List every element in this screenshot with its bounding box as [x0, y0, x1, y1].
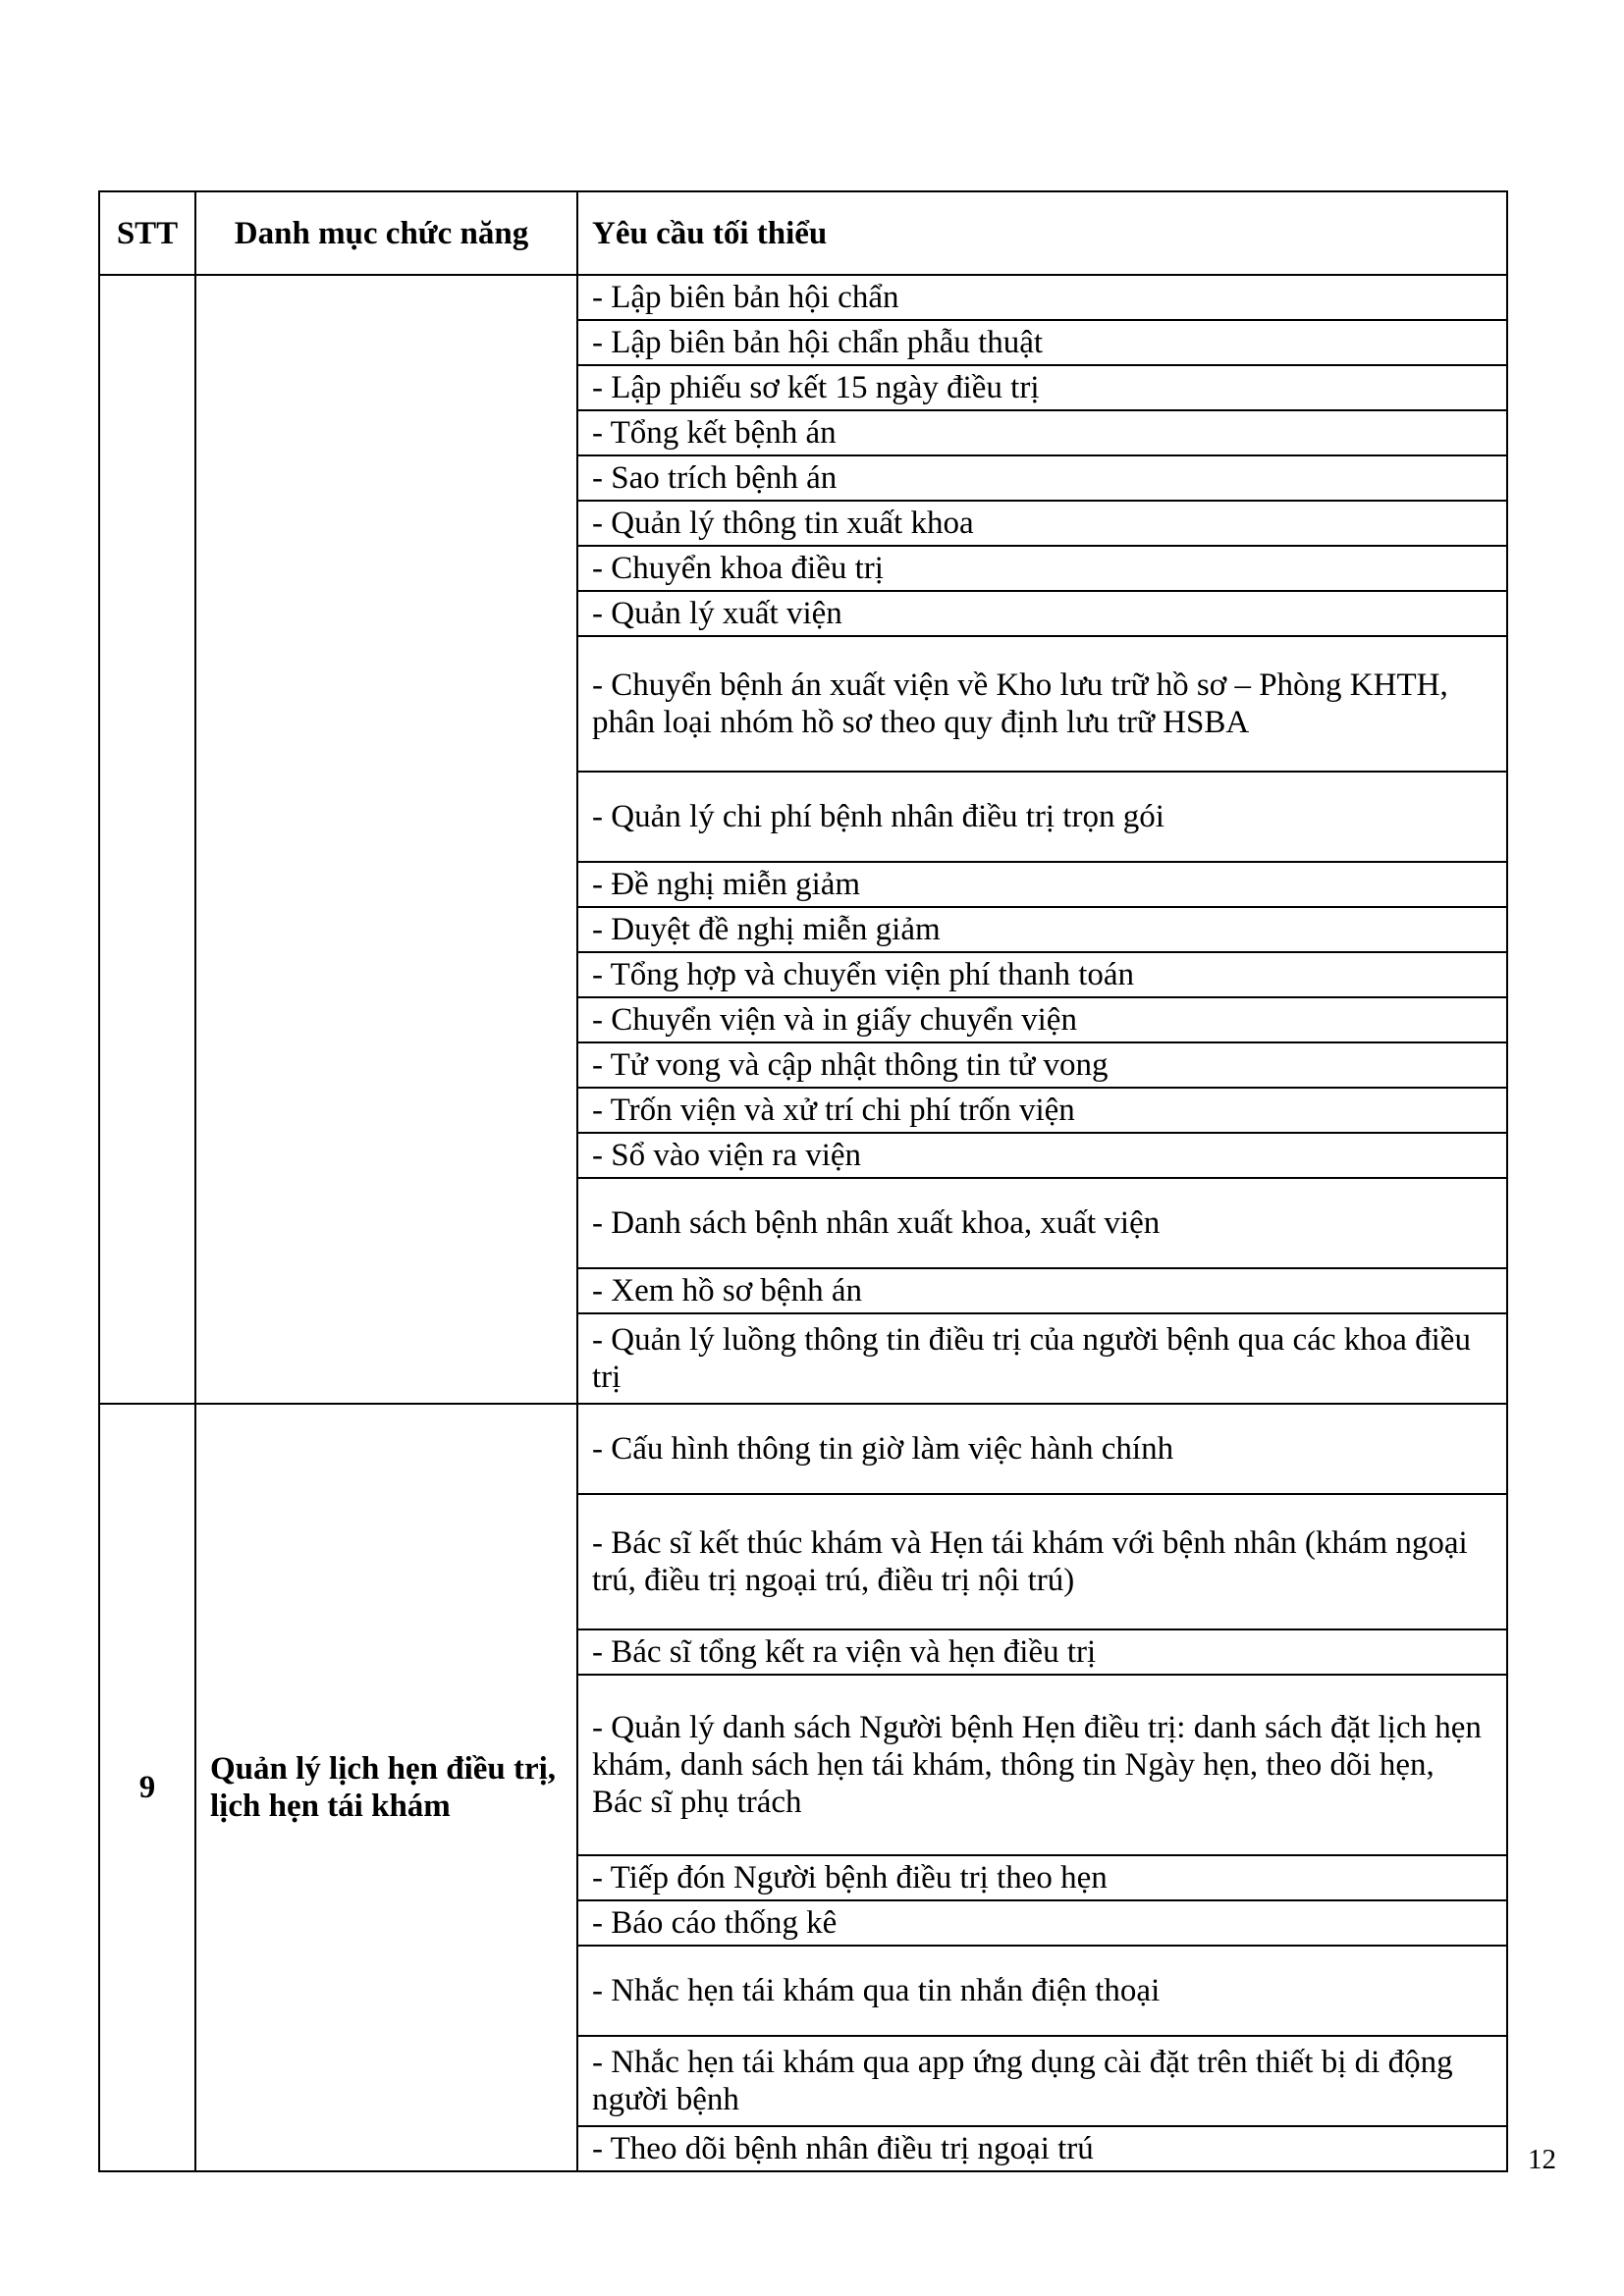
requirement-item: - Sao trích bệnh án — [577, 455, 1507, 501]
requirement-item: - Lập biên bản hội chẩn phẫu thuật — [577, 320, 1507, 365]
requirement-item: - Đề nghị miễn giảm — [577, 862, 1507, 907]
section-9-category: Quản lý lịch hẹn điều trị, lịch hẹn tái khám — [195, 1404, 577, 2171]
requirement-item: - Bác sĩ kết thúc khám và Hẹn tái khám với bệnh nhân (khám ngoại trú, điều trị ngoại trú, điều trị nội trú) — [577, 1494, 1507, 1629]
requirement-item: - Chuyển bệnh án xuất viện về Kho lưu trữ hồ sơ – Phòng KHTH, phân loại nhóm hồ sơ theo quy định lưu trữ HSBA — [577, 636, 1507, 772]
continuation-stt-cell — [99, 275, 195, 1404]
requirements-table — [98, 190, 1508, 2172]
table-row — [99, 275, 1507, 320]
requirement-item: - Báo cáo thống kê — [577, 1900, 1507, 1946]
requirement-item: - Bác sĩ tổng kết ra viện và hẹn điều trị — [577, 1629, 1507, 1675]
requirement-item: - Nhắc hẹn tái khám qua app ứng dụng cài đặt trên thiết bị di động người bệnh — [577, 2036, 1507, 2126]
requirement-item: - Xem hồ sơ bệnh án — [577, 1268, 1507, 1313]
requirement-item: - Lập biên bản hội chẩn — [577, 275, 1507, 320]
requirement-item: - Tổng hợp và chuyển viện phí thanh toán — [577, 952, 1507, 997]
header-stt: STT — [99, 191, 195, 275]
requirement-item: - Lập phiếu sơ kết 15 ngày điều trị — [577, 365, 1507, 410]
requirement-item: - Sổ vào viện ra viện — [577, 1133, 1507, 1178]
requirement-item: - Chuyển khoa điều trị — [577, 546, 1507, 591]
requirement-item: - Tử vong và cập nhật thông tin tử vong — [577, 1042, 1507, 1088]
requirement-item: - Cấu hình thông tin giờ làm việc hành chính — [577, 1404, 1507, 1494]
requirement-item: - Tiếp đón Người bệnh điều trị theo hẹn — [577, 1855, 1507, 1900]
requirement-item: - Nhắc hẹn tái khám qua tin nhắn điện thoại — [577, 1946, 1507, 2036]
requirement-item: - Danh sách bệnh nhân xuất khoa, xuất viện — [577, 1178, 1507, 1268]
requirement-item: - Quản lý danh sách Người bệnh Hẹn điều trị: danh sách đặt lịch hẹn khám, danh sách hẹn tái khám, thông tin Ngày hẹn, theo dõi hẹn, Bác sĩ phụ trách — [577, 1675, 1507, 1855]
section-9-stt: 9 — [99, 1404, 195, 2171]
continuation-category-cell — [195, 275, 577, 1404]
requirement-item: - Quản lý luồng thông tin điều trị của người bệnh qua các khoa điều trị — [577, 1313, 1507, 1404]
table-header-row — [99, 191, 1507, 275]
requirement-item: - Theo dõi bệnh nhân điều trị ngoại trú — [577, 2126, 1507, 2171]
header-category: Danh mục chức năng — [195, 191, 577, 275]
requirement-item: - Chuyển viện và in giấy chuyển viện — [577, 997, 1507, 1042]
requirement-item: - Quản lý xuất viện — [577, 591, 1507, 636]
table-row — [99, 1404, 1507, 1494]
requirement-item: - Tổng kết bệnh án — [577, 410, 1507, 455]
header-requirements: Yêu cầu tối thiểu — [577, 191, 1507, 275]
requirement-item: - Duyệt đề nghị miễn giảm — [577, 907, 1507, 952]
requirement-item: - Quản lý thông tin xuất khoa — [577, 501, 1507, 546]
requirement-item: - Quản lý chi phí bệnh nhân điều trị trọn gói — [577, 772, 1507, 862]
page-number: 12 — [1528, 2144, 1556, 2175]
requirement-item: - Trốn viện và xử trí chi phí trốn viện — [577, 1088, 1507, 1133]
